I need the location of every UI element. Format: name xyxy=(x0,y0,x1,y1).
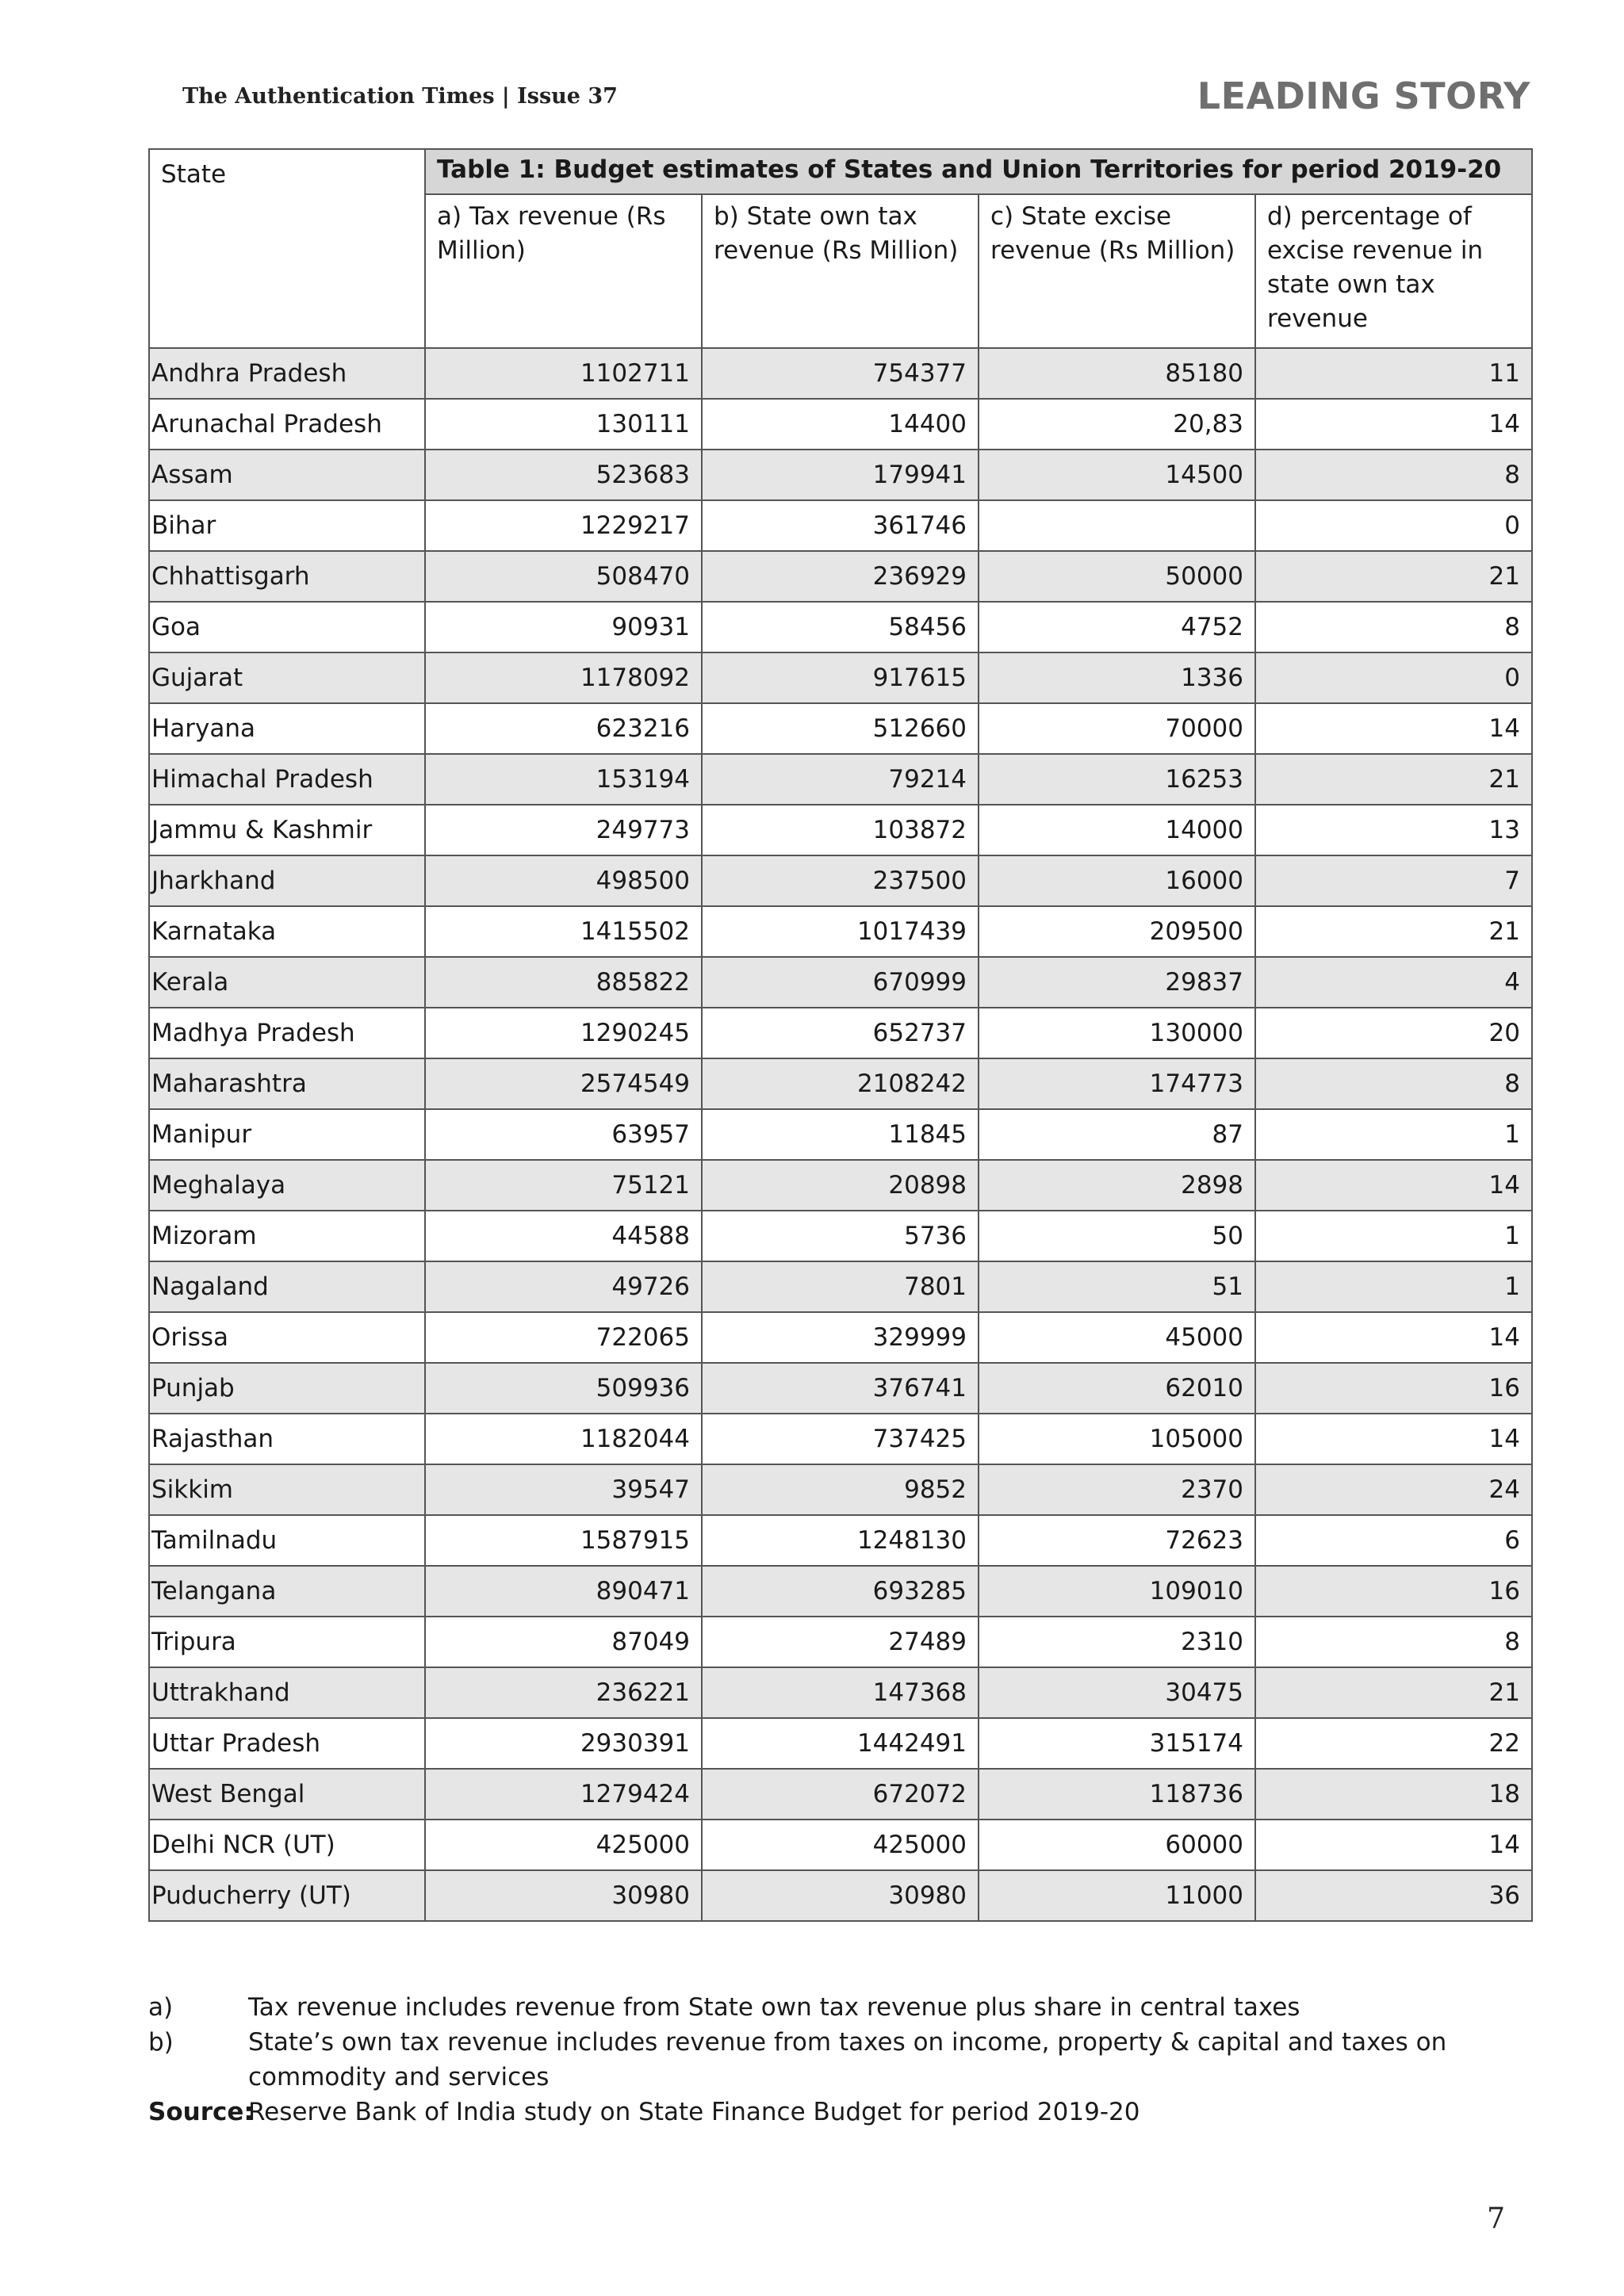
value-cell: 885822 xyxy=(425,957,702,1008)
state-name-cell: Orissa xyxy=(149,1312,425,1363)
value-cell: 14 xyxy=(1255,1820,1532,1870)
value-cell: 0 xyxy=(1255,500,1532,551)
table-row xyxy=(149,805,1532,855)
value-cell: 1248130 xyxy=(702,1515,979,1566)
table-row xyxy=(149,703,1532,754)
value-cell: 670999 xyxy=(702,957,979,1008)
value-cell: 2108242 xyxy=(702,1058,979,1109)
value-cell: 63957 xyxy=(425,1109,702,1160)
value-cell: 7801 xyxy=(702,1261,979,1312)
table-row xyxy=(149,1211,1532,1261)
value-cell: 51 xyxy=(979,1261,1255,1312)
value-cell: 0 xyxy=(1255,652,1532,703)
column-header-own-tax-revenue: b) State own tax revenue (Rs Million) xyxy=(702,194,979,348)
value-cell: 1587915 xyxy=(425,1515,702,1566)
value-cell: 11000 xyxy=(979,1870,1255,1921)
value-cell: 4 xyxy=(1255,957,1532,1008)
value-cell: 130111 xyxy=(425,399,702,450)
table-row xyxy=(149,1820,1532,1870)
value-cell: 523683 xyxy=(425,450,702,500)
state-name-cell: Chhattisgarh xyxy=(149,551,425,602)
table-row xyxy=(149,399,1532,450)
table-title: Table 1: Budget estimates of States and Union Territories for period 2019-20 xyxy=(425,149,1532,194)
value-cell: 21 xyxy=(1255,1667,1532,1718)
value-cell: 75121 xyxy=(425,1160,702,1211)
state-name-cell: West Bengal xyxy=(149,1769,425,1820)
value-cell: 652737 xyxy=(702,1008,979,1058)
value-cell: 672072 xyxy=(702,1769,979,1820)
value-cell: 329999 xyxy=(702,1312,979,1363)
value-cell: 30475 xyxy=(979,1667,1255,1718)
state-name-cell: Haryana xyxy=(149,703,425,754)
value-cell: 512660 xyxy=(702,703,979,754)
state-name-cell: Delhi NCR (UT) xyxy=(149,1820,425,1870)
table-row xyxy=(149,1109,1532,1160)
value-cell: 722065 xyxy=(425,1312,702,1363)
value-cell: 14 xyxy=(1255,1312,1532,1363)
value-cell: 45000 xyxy=(979,1312,1255,1363)
value-cell: 11845 xyxy=(702,1109,979,1160)
value-cell: 1 xyxy=(1255,1109,1532,1160)
state-name-cell: Tamilnadu xyxy=(149,1515,425,1566)
state-name-cell: Kerala xyxy=(149,957,425,1008)
value-cell: 2574549 xyxy=(425,1058,702,1109)
value-cell: 1017439 xyxy=(702,906,979,957)
table-row xyxy=(149,1261,1532,1312)
value-cell: 36 xyxy=(1255,1870,1532,1921)
table-row xyxy=(149,1312,1532,1363)
footnote-text: State’s own tax revenue includes revenue from taxes on income, property & capital and taxes on commodity and services xyxy=(248,2028,1447,2091)
footnotes xyxy=(148,1990,1536,2130)
value-cell: 130000 xyxy=(979,1008,1255,1058)
value-cell: 1102711 xyxy=(425,348,702,399)
state-name-cell: Rajasthan xyxy=(149,1414,425,1464)
value-cell: 315174 xyxy=(979,1718,1255,1769)
value-cell: 105000 xyxy=(979,1414,1255,1464)
value-cell: 236929 xyxy=(702,551,979,602)
table-row xyxy=(149,602,1532,652)
value-cell: 14 xyxy=(1255,399,1532,450)
value-cell: 7 xyxy=(1255,855,1532,906)
value-cell: 1 xyxy=(1255,1211,1532,1261)
value-cell: 16000 xyxy=(979,855,1255,906)
value-cell: 24 xyxy=(1255,1464,1532,1515)
value-cell: 30980 xyxy=(425,1870,702,1921)
value-cell: 4752 xyxy=(979,602,1255,652)
value-cell: 1442491 xyxy=(702,1718,979,1769)
value-cell: 361746 xyxy=(702,500,979,551)
publication-title: The Authentication Times | Issue 37 xyxy=(182,84,618,109)
table-row xyxy=(149,957,1532,1008)
value-cell: 14500 xyxy=(979,450,1255,500)
value-cell: 693285 xyxy=(702,1566,979,1617)
state-column-header: State xyxy=(149,149,425,348)
value-cell: 153194 xyxy=(425,754,702,805)
value-cell: 14400 xyxy=(702,399,979,450)
value-cell: 9852 xyxy=(702,1464,979,1515)
state-name-cell: Nagaland xyxy=(149,1261,425,1312)
value-cell: 623216 xyxy=(425,703,702,754)
state-name-cell: Tripura xyxy=(149,1617,425,1667)
state-name-cell: Gujarat xyxy=(149,652,425,703)
table-row xyxy=(149,754,1532,805)
table-row xyxy=(149,1667,1532,1718)
source-note xyxy=(148,2095,1536,2130)
budget-table xyxy=(148,148,1533,1922)
state-name-cell: Meghalaya xyxy=(149,1160,425,1211)
value-cell: 62010 xyxy=(979,1363,1255,1414)
state-name-cell: Himachal Pradesh xyxy=(149,754,425,805)
table-row xyxy=(149,348,1532,399)
value-cell: 21 xyxy=(1255,906,1532,957)
value-cell: 890471 xyxy=(425,1566,702,1617)
table-row xyxy=(149,1058,1532,1109)
value-cell: 737425 xyxy=(702,1414,979,1464)
value-cell: 237500 xyxy=(702,855,979,906)
table-row xyxy=(149,551,1532,602)
state-name-cell: Jharkhand xyxy=(149,855,425,906)
footnote-text: Tax revenue includes revenue from State own tax revenue plus share in central taxes xyxy=(248,1993,1300,2022)
value-cell: 27489 xyxy=(702,1617,979,1667)
value-cell: 14 xyxy=(1255,703,1532,754)
value-cell: 20 xyxy=(1255,1008,1532,1058)
state-name-cell: Mizoram xyxy=(149,1211,425,1261)
state-name-cell: Andhra Pradesh xyxy=(149,348,425,399)
value-cell: 8 xyxy=(1255,1617,1532,1667)
footnote-b xyxy=(148,2025,1536,2095)
value-cell: 22 xyxy=(1255,1718,1532,1769)
footnote-a xyxy=(148,1990,1536,2025)
state-name-cell: Uttar Pradesh xyxy=(149,1718,425,1769)
state-name-cell: Manipur xyxy=(149,1109,425,1160)
value-cell: 2310 xyxy=(979,1617,1255,1667)
value-cell: 50000 xyxy=(979,551,1255,602)
value-cell: 50 xyxy=(979,1211,1255,1261)
value-cell: 30980 xyxy=(702,1870,979,1921)
source-label: Source: xyxy=(148,2098,254,2126)
table-row xyxy=(149,855,1532,906)
value-cell: 70000 xyxy=(979,703,1255,754)
value-cell: 14000 xyxy=(979,805,1255,855)
table-row xyxy=(149,652,1532,703)
value-cell: 49726 xyxy=(425,1261,702,1312)
value-cell: 58456 xyxy=(702,602,979,652)
value-cell: 1229217 xyxy=(425,500,702,551)
value-cell: 72623 xyxy=(979,1515,1255,1566)
state-name-cell: Arunachal Pradesh xyxy=(149,399,425,450)
value-cell: 90931 xyxy=(425,602,702,652)
state-name-cell: Assam xyxy=(149,450,425,500)
state-name-cell: Puducherry (UT) xyxy=(149,1870,425,1921)
table-body xyxy=(149,348,1532,1921)
table-row xyxy=(149,1617,1532,1667)
state-name-cell: Karnataka xyxy=(149,906,425,957)
value-cell: 21 xyxy=(1255,551,1532,602)
value-cell: 16 xyxy=(1255,1566,1532,1617)
value-cell: 109010 xyxy=(979,1566,1255,1617)
value-cell: 179941 xyxy=(702,450,979,500)
value-cell: 509936 xyxy=(425,1363,702,1414)
value-cell: 498500 xyxy=(425,855,702,906)
value-cell: 1 xyxy=(1255,1261,1532,1312)
value-cell: 118736 xyxy=(979,1769,1255,1820)
value-cell: 425000 xyxy=(425,1820,702,1870)
value-cell: 8 xyxy=(1255,450,1532,500)
value-cell: 425000 xyxy=(702,1820,979,1870)
value-cell: 174773 xyxy=(979,1058,1255,1109)
table-row xyxy=(149,1363,1532,1414)
column-header-excise-percentage: d) percentage of excise revenue in state own tax revenue xyxy=(1255,194,1532,348)
page-number: 7 xyxy=(1487,2202,1505,2235)
value-cell: 8 xyxy=(1255,602,1532,652)
value-cell: 14 xyxy=(1255,1160,1532,1211)
section-title: LEADING STORY xyxy=(1197,75,1530,117)
value-cell: 754377 xyxy=(702,348,979,399)
value-cell: 16253 xyxy=(979,754,1255,805)
value-cell: 20898 xyxy=(702,1160,979,1211)
value-cell: 376741 xyxy=(702,1363,979,1414)
value-cell: 2370 xyxy=(979,1464,1255,1515)
column-header-excise-revenue: c) State excise revenue (Rs Million) xyxy=(979,194,1255,348)
state-name-cell: Bihar xyxy=(149,500,425,551)
table-row xyxy=(149,1414,1532,1464)
table-row xyxy=(149,450,1532,500)
table-row xyxy=(149,1769,1532,1820)
table-row xyxy=(149,1160,1532,1211)
value-cell xyxy=(979,500,1255,551)
table-row xyxy=(149,906,1532,957)
value-cell: 14 xyxy=(1255,1414,1532,1464)
table-row xyxy=(149,1515,1532,1566)
state-name-cell: Uttrakhand xyxy=(149,1667,425,1718)
source-text: Reserve Bank of India study on State Finance Budget for period 2019-20 xyxy=(248,2098,1140,2126)
value-cell: 249773 xyxy=(425,805,702,855)
value-cell: 147368 xyxy=(702,1667,979,1718)
table-row xyxy=(149,1870,1532,1921)
value-cell: 87049 xyxy=(425,1617,702,1667)
value-cell: 103872 xyxy=(702,805,979,855)
value-cell: 1415502 xyxy=(425,906,702,957)
value-cell: 44588 xyxy=(425,1211,702,1261)
value-cell: 11 xyxy=(1255,348,1532,399)
table-row xyxy=(149,1464,1532,1515)
value-cell: 29837 xyxy=(979,957,1255,1008)
state-name-cell: Jammu & Kashmir xyxy=(149,805,425,855)
value-cell: 5736 xyxy=(702,1211,979,1261)
value-cell: 16 xyxy=(1255,1363,1532,1414)
state-name-cell: Telangana xyxy=(149,1566,425,1617)
value-cell: 508470 xyxy=(425,551,702,602)
value-cell: 13 xyxy=(1255,805,1532,855)
value-cell: 20,83 xyxy=(979,399,1255,450)
value-cell: 8 xyxy=(1255,1058,1532,1109)
value-cell: 1279424 xyxy=(425,1769,702,1820)
table-row xyxy=(149,1718,1532,1769)
value-cell: 39547 xyxy=(425,1464,702,1515)
value-cell: 1182044 xyxy=(425,1414,702,1464)
value-cell: 2930391 xyxy=(425,1718,702,1769)
value-cell: 1336 xyxy=(979,652,1255,703)
value-cell: 209500 xyxy=(979,906,1255,957)
state-name-cell: Madhya Pradesh xyxy=(149,1008,425,1058)
state-name-cell: Punjab xyxy=(149,1363,425,1414)
value-cell: 1178092 xyxy=(425,652,702,703)
value-cell: 87 xyxy=(979,1109,1255,1160)
state-name-cell: Goa xyxy=(149,602,425,652)
table-row xyxy=(149,500,1532,551)
value-cell: 2898 xyxy=(979,1160,1255,1211)
value-cell: 21 xyxy=(1255,754,1532,805)
state-name-cell: Sikkim xyxy=(149,1464,425,1515)
value-cell: 6 xyxy=(1255,1515,1532,1566)
value-cell: 236221 xyxy=(425,1667,702,1718)
footnote-mark: a) xyxy=(148,1993,174,2022)
value-cell: 79214 xyxy=(702,754,979,805)
value-cell: 60000 xyxy=(979,1820,1255,1870)
value-cell: 18 xyxy=(1255,1769,1532,1820)
column-header-tax-revenue: a) Tax revenue (Rs Million) xyxy=(425,194,702,348)
value-cell: 917615 xyxy=(702,652,979,703)
state-name-cell: Maharashtra xyxy=(149,1058,425,1109)
table-row xyxy=(149,1566,1532,1617)
footnote-mark: b) xyxy=(148,2028,174,2057)
value-cell: 85180 xyxy=(979,348,1255,399)
value-cell: 1290245 xyxy=(425,1008,702,1058)
table-row xyxy=(149,1008,1532,1058)
